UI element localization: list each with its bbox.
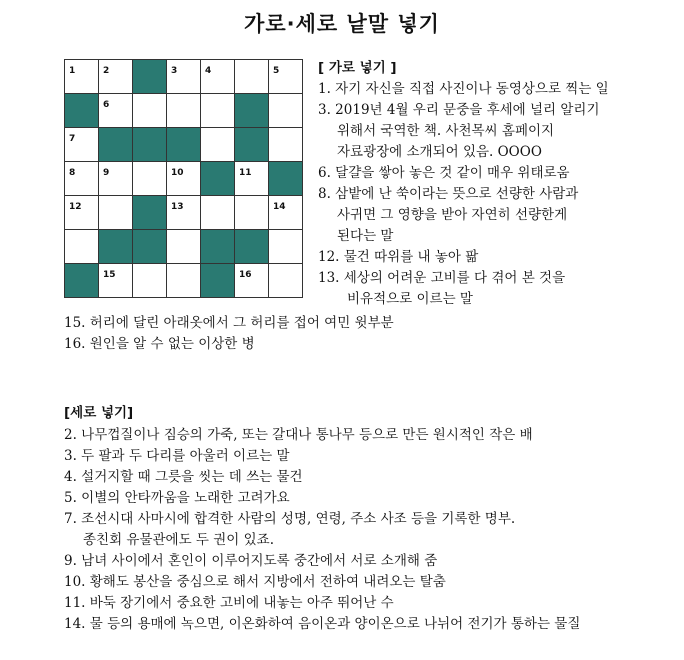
cell-number: 14 [273, 202, 286, 212]
grid-cell[interactable] [65, 196, 99, 230]
across-clue-8: 8. 삼밭에 난 쑥이라는 뜻으로 선량한 사람과 [318, 186, 579, 202]
grid-cell[interactable] [167, 264, 201, 298]
cell-number: 16 [239, 270, 252, 280]
grid-cell[interactable] [167, 60, 201, 94]
blocked-cell [201, 264, 235, 298]
blocked-cell [133, 60, 167, 94]
grid-cell[interactable] [269, 230, 303, 264]
across-clue-13: 13. 세상의 어려운 고비를 다 겪어 본 것을 [318, 270, 566, 286]
cell-number: 13 [171, 202, 184, 212]
blocked-cell [65, 94, 99, 128]
grid-cell[interactable] [65, 230, 99, 264]
blocked-cell [235, 230, 269, 264]
grid-cell[interactable] [269, 94, 303, 128]
blocked-cell [235, 94, 269, 128]
down-clue-4: 4. 설거지할 때 그릇을 씻는 데 쓰는 물건 [64, 469, 303, 485]
grid-cell[interactable] [99, 60, 133, 94]
down-clue-2: 2. 나무껍질이나 짐승의 가죽, 또는 갈대나 통나무 등으로 만든 원시적인 작은 배 [64, 427, 533, 443]
blocked-cell [133, 230, 167, 264]
blocked-cell [269, 162, 303, 196]
blocked-cell [201, 230, 235, 264]
blocked-cell [65, 264, 99, 298]
grid-cell[interactable] [201, 94, 235, 128]
grid-cell[interactable] [133, 162, 167, 196]
page-title: 가로·세로 낱말 넣기 [244, 12, 440, 36]
down-clue-5: 5. 이별의 안타까움을 노래한 고려가요 [64, 490, 290, 506]
across-clue-list-bottom [64, 313, 394, 355]
grid-cell[interactable] [269, 264, 303, 298]
blocked-cell [99, 128, 133, 162]
blocked-cell [201, 162, 235, 196]
across-clue-8-cont: 사귀면 그 영향을 받아 자연히 선량한게 [337, 207, 568, 223]
grid-cell[interactable] [65, 162, 99, 196]
across-clue-13-cont: 비유적으로 이르는 말 [347, 291, 473, 307]
grid-cell[interactable] [133, 94, 167, 128]
grid-cell[interactable] [201, 128, 235, 162]
down-clue-3: 3. 두 팔과 두 다리를 아울러 이르는 말 [64, 448, 290, 464]
down-clue-7: 7. 조선시대 사마시에 합격한 사람의 성명, 연령, 주소 사조 등을 기록한 명부. [64, 511, 516, 527]
crossword-grid [64, 59, 303, 298]
grid-cell[interactable] [201, 60, 235, 94]
across-clue-6: 6. 달걀을 쌓아 놓은 것 같이 매우 위태로움 [318, 165, 570, 181]
cell-number: 4 [205, 66, 212, 76]
across-heading: [ 가로 넣기 ] [318, 60, 397, 76]
across-clue-list [318, 79, 609, 310]
across-clue-3: 3. 2019년 4월 우리 문중을 후세에 널리 알리기 [318, 102, 600, 118]
down-clue-list [64, 425, 580, 635]
down-clue-7-cont: 종친회 유물관에도 두 권이 있죠. [83, 532, 274, 548]
cell-number: 5 [273, 66, 280, 76]
grid-cell[interactable] [99, 196, 133, 230]
down-clue-14: 14. 물 등의 용매에 녹으면, 이온화하여 음이온과 양이온으로 나뉘어 전기가 통하는 물질 [64, 616, 581, 632]
blocked-cell [133, 196, 167, 230]
cell-number: 9 [103, 168, 110, 178]
grid-cell[interactable] [65, 128, 99, 162]
grid-cell[interactable] [99, 264, 133, 298]
cell-number: 2 [103, 66, 110, 76]
blocked-cell [167, 128, 201, 162]
blocked-cell [99, 230, 133, 264]
cell-number: 12 [69, 202, 82, 212]
grid-cell[interactable] [99, 162, 133, 196]
grid-cell[interactable] [235, 60, 269, 94]
down-clue-10: 10. 황해도 봉산을 중심으로 해서 지방에서 전하여 내려오는 탈춤 [64, 574, 446, 590]
grid-cell[interactable] [133, 264, 167, 298]
grid-cell[interactable] [167, 230, 201, 264]
grid-cell[interactable] [167, 162, 201, 196]
cell-number: 3 [171, 66, 178, 76]
across-clue-15: 15. 허리에 달린 아래옷에서 그 허리를 접어 여민 윗부분 [64, 315, 394, 331]
down-heading: [세로 넣기] [64, 405, 134, 421]
cell-number: 1 [69, 66, 76, 76]
grid-cell[interactable] [167, 196, 201, 230]
across-clue-3-cont: 자료광장에 소개되어 있음. OOOO [337, 144, 542, 160]
grid-cell[interactable] [235, 196, 269, 230]
grid-cell[interactable] [65, 60, 99, 94]
grid-cell[interactable] [269, 60, 303, 94]
grid-cell[interactable] [201, 196, 235, 230]
grid-cell[interactable] [269, 196, 303, 230]
cell-number: 11 [239, 168, 252, 178]
grid-cell[interactable] [167, 94, 201, 128]
cell-number: 6 [103, 100, 110, 110]
cell-number: 15 [103, 270, 116, 280]
grid-cell[interactable] [235, 264, 269, 298]
across-clue-8-cont: 된다는 말 [337, 228, 394, 244]
grid-cell[interactable] [235, 162, 269, 196]
across-clue-16: 16. 원인을 알 수 없는 이상한 병 [64, 336, 255, 352]
blocked-cell [133, 128, 167, 162]
across-clue-3-cont: 위해서 국역한 책. 사천목씨 홈페이지 [337, 123, 555, 139]
grid-cell[interactable] [99, 94, 133, 128]
down-clue-9: 9. 남녀 사이에서 혼인이 이루어지도록 중간에서 서로 소개해 줌 [64, 553, 438, 569]
cell-number: 8 [69, 168, 76, 178]
down-clue-11: 11. 바둑 장기에서 중요한 고비에 내놓는 아주 뛰어난 수 [64, 595, 394, 611]
cell-number: 7 [69, 134, 76, 144]
across-clue-1: 1. 자기 자신을 직접 사진이나 동영상으로 찍는 일 [318, 81, 609, 97]
blocked-cell [235, 128, 269, 162]
cell-number: 10 [171, 168, 184, 178]
across-clue-12: 12. 물건 따위를 내 놓아 팖 [318, 249, 479, 265]
grid-cell[interactable] [269, 128, 303, 162]
